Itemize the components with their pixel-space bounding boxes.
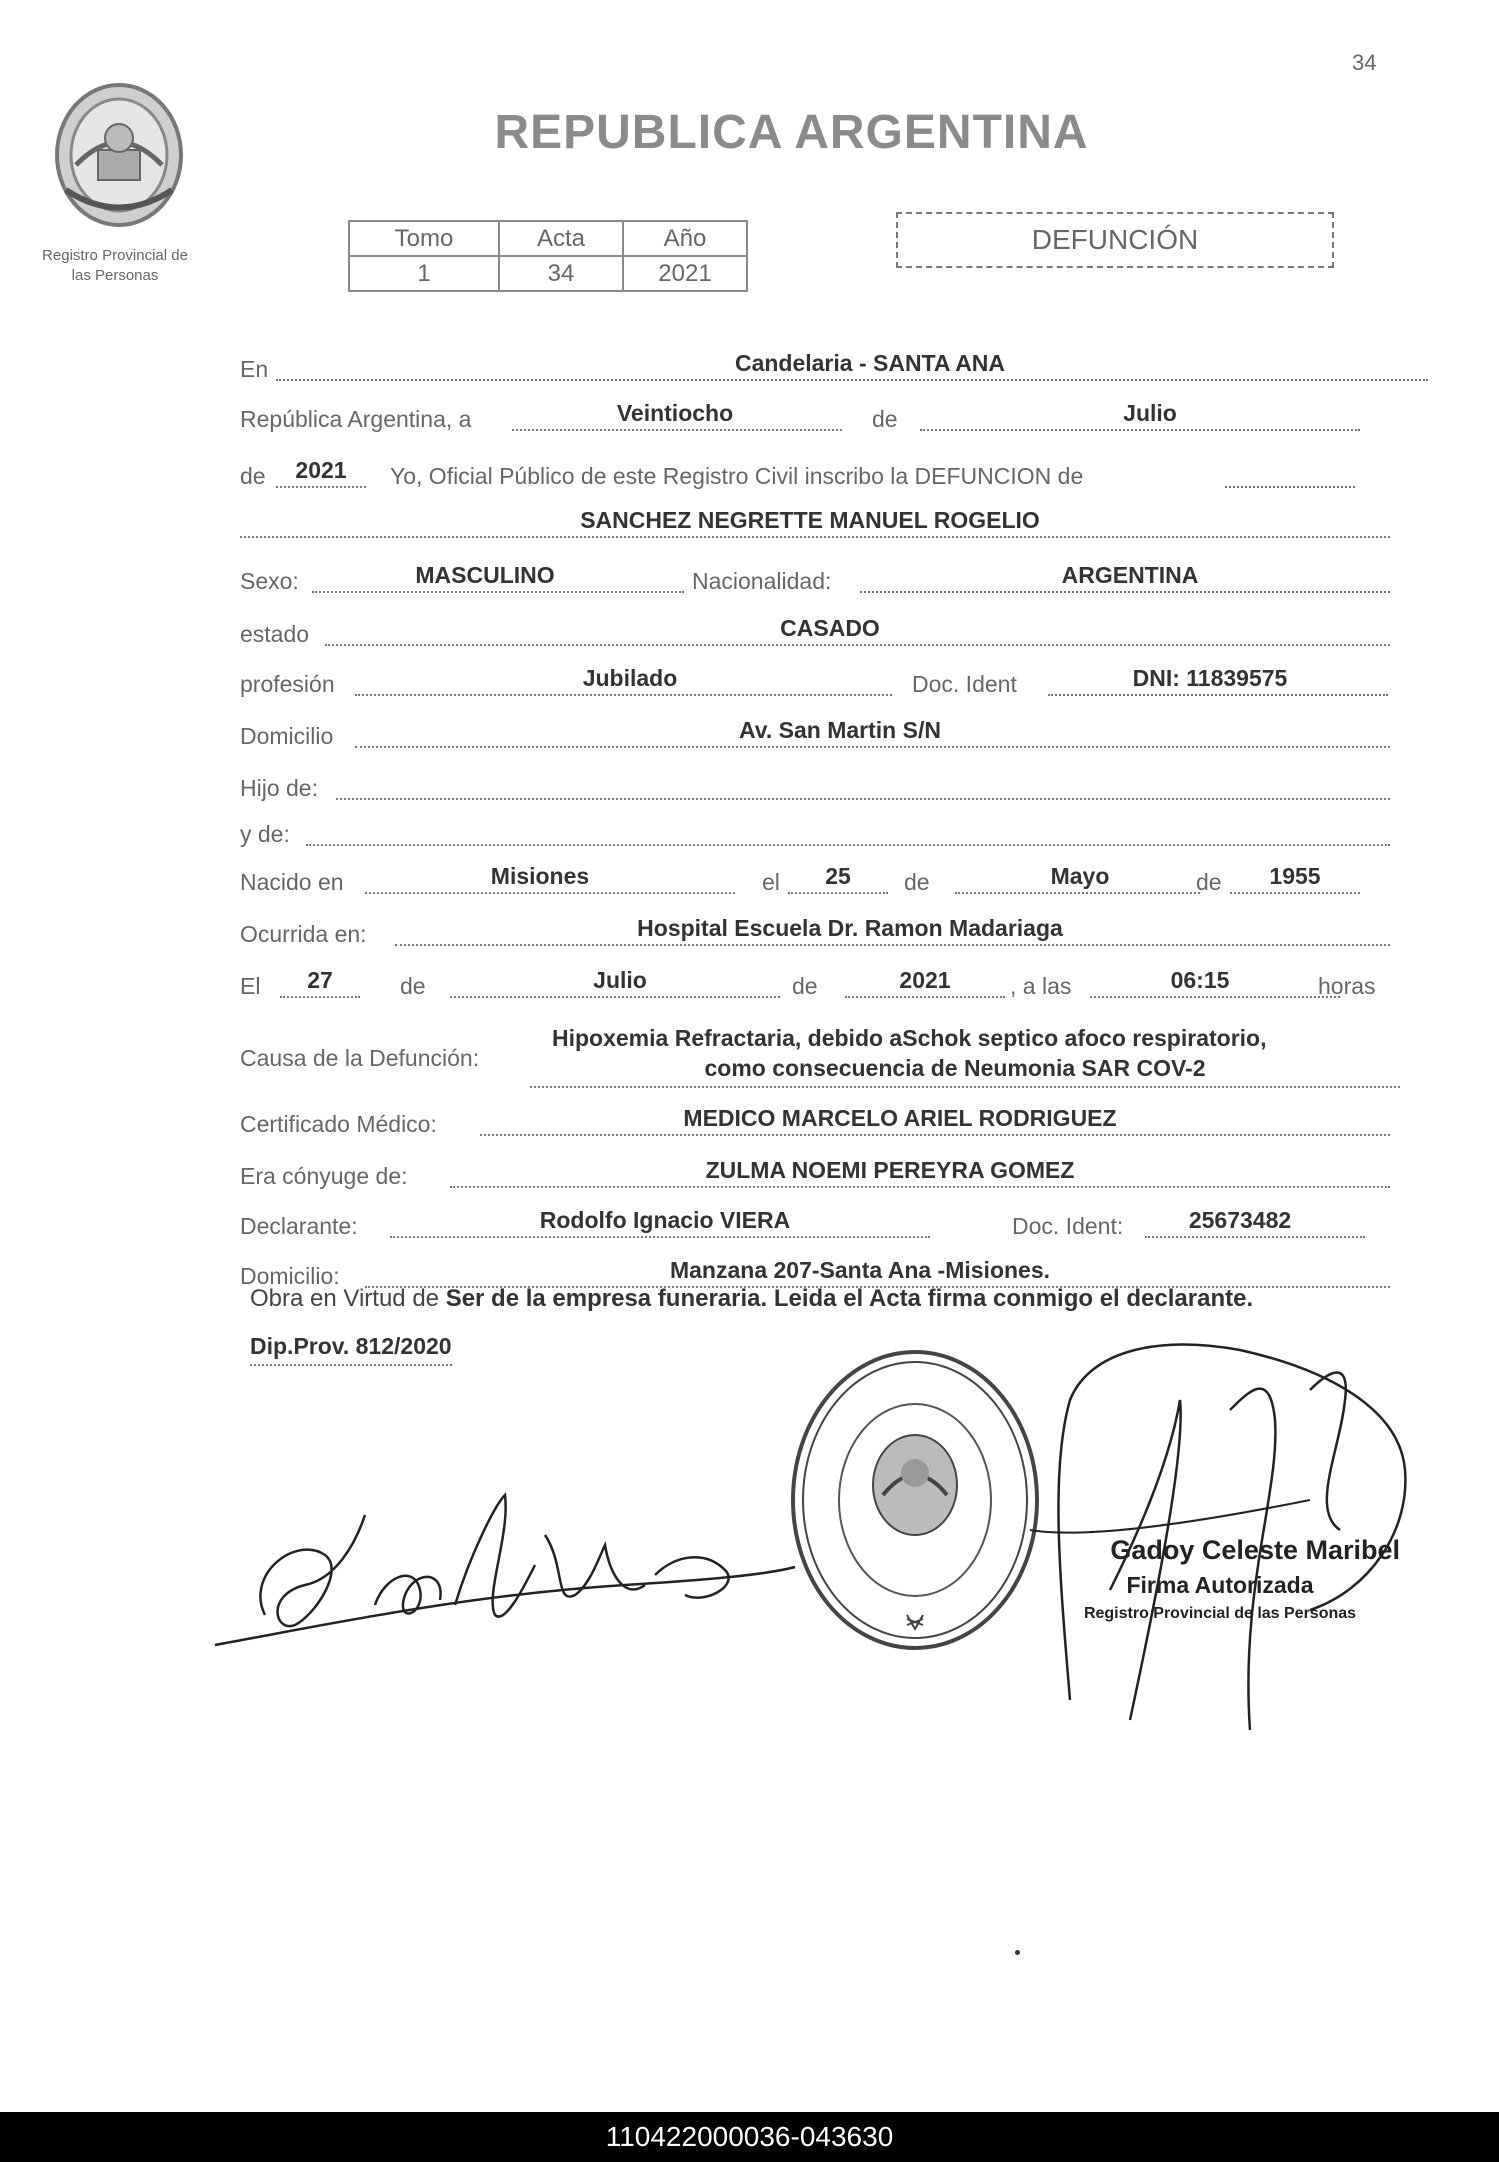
dotted-line [920,429,1360,431]
nacionalidad-label: Nacionalidad: [692,568,832,594]
def-de2: de [792,973,818,999]
table-header-tomo: Tomo [349,221,499,256]
footer-barcode-number: 110422000036-043630 [0,2112,1499,2162]
nacido-label: Nacido en [240,869,344,895]
row-en [240,343,1400,387]
row-republica [240,393,1400,437]
el2-label: El [240,973,261,999]
dotted-line [336,798,1390,800]
nacionalidad-value: ARGENTINA [1061,562,1199,588]
row-conyuge [240,1150,1400,1194]
registry-label: Registro Provincial de las Personas [42,247,188,284]
dotted-line [480,1134,1390,1136]
yde-label: y de: [240,821,290,847]
row-estado [240,608,1400,652]
signatory-registry: Registro Provincial de las Personas [1083,1605,1357,1622]
nacido-mes: Mayo [1050,863,1110,889]
dotted-line [1090,996,1340,998]
table-header-anio: Año [623,221,747,256]
def-dia: 27 [307,967,333,993]
sexo-label: Sexo: [240,568,299,594]
obra-line [250,1285,1253,1313]
certificado-label: Certificado Médico: [240,1111,437,1137]
causa-line2: como consecuencia de Neumonia SAR COV-2 [704,1055,1206,1081]
row-yde [240,808,1400,852]
dotted-line [312,591,684,593]
conyuge-value: ZULMA NOEMI PEREYRA GOMEZ [705,1157,1075,1183]
row-profesion [240,658,1400,702]
domicilio-value: Av. San Martin S/N [739,717,941,743]
dotted-line [1145,1236,1365,1238]
month: Julio [1123,400,1177,426]
dotted-line [280,996,360,998]
def-anio: 2021 [899,967,951,993]
signatory-name: Gadoy Celeste Maribel [1110,1535,1400,1565]
dip-reference: Dip.Prov. 812/2020 [250,1333,452,1366]
obra-label: Obra en Virtud de [250,1285,440,1312]
nacido-de2: de [1196,869,1222,895]
day-words: Veintiocho [616,400,734,426]
dotted-line [1048,694,1388,696]
def-mes: Julio [593,967,647,993]
declarante-label: Declarante: [240,1213,358,1239]
declarante-value: Rodolfo Ignacio VIERA [539,1207,791,1233]
table-value-acta: 34 [499,256,623,291]
dotted-line [390,1236,930,1238]
year: 2021 [295,457,347,483]
official-text: Yo, Oficial Público de este Registro Civil inscribo la DEFUNCION de [390,463,1084,489]
row-fecha-defuncion [240,960,1400,1004]
dotted-line [276,486,366,488]
dotted-line [355,694,892,696]
nacido-dia: 25 [825,863,851,889]
en-label: En [240,356,269,382]
table-value-anio: 2021 [623,256,747,291]
dotted-line [788,892,888,894]
doc2-label: Doc. Ident: [1012,1213,1124,1239]
dotted-line [530,1086,1400,1088]
alas-label: , a las [1010,973,1072,999]
row-declarante [240,1200,1400,1244]
row-certificado [240,1098,1400,1142]
dot-mark [1015,1950,1020,1955]
page-title: REPUBLICA ARGENTINA [494,106,1089,159]
dotted-line [1230,892,1360,894]
table-header-acta: Acta [499,221,623,256]
page-number: 34 [1352,50,1377,75]
horas-label: horas [1318,973,1376,999]
dotted-line [365,892,735,894]
causa-label: Causa de la Defunción: [240,1045,480,1071]
hora: 06:15 [1170,967,1230,993]
en-value: Candelaria - SANTA ANA [734,350,1006,376]
row-year [240,450,1400,494]
nacido-anio: 1955 [1269,863,1321,889]
nacido-lugar: Misiones [490,863,590,889]
estado-label: estado [240,621,310,647]
dotted-line [240,536,1390,538]
row-causa [240,1022,1400,1082]
domicilio-label: Domicilio [240,723,334,749]
signatory-block [1040,1535,1400,1623]
dotted-line [276,379,1428,381]
declarant-signature [205,1475,805,1675]
dotted-line [450,996,780,998]
dotted-line [845,996,1005,998]
row-hijo [240,762,1400,806]
profesion-value: Jubilado [582,665,678,691]
row-ocurrida [240,908,1400,952]
hijo-label: Hijo de: [240,775,318,801]
dotted-line [395,944,1390,946]
doc-label: Doc. Ident [912,671,1017,697]
profesion-label: profesión [240,671,335,697]
obra-text: Ser de la empresa funeraria. Leida el Acta firma conmigo el declarante. [445,1285,1254,1312]
year-prefix: de [240,463,266,489]
dotted-line [512,429,842,431]
ocurrida-value: Hospital Escuela Dr. Ramon Madariaga [637,915,1063,941]
dotted-line [325,644,1390,646]
row-domicilio [240,710,1400,754]
sexo-value: MASCULINO [415,562,555,588]
dotted-line [860,591,1390,593]
dotted-line [306,844,1390,846]
def-de1: de [400,973,426,999]
de-label: de [872,406,898,432]
record-type-box: DEFUNCIÓN [896,212,1334,268]
domicilio2-label: Domicilio: [240,1263,340,1289]
doc2-value: 25673482 [1188,1207,1292,1233]
row-name [240,500,1400,544]
official-stamp [785,1345,1045,1655]
row-sexo [240,555,1400,599]
signatory-role: Firma Autorizada [1126,1572,1314,1598]
conyuge-label: Era cónyuge de: [240,1163,408,1189]
dotted-line [1225,486,1355,488]
dotted-line [450,1186,1390,1188]
republica-label: República Argentina, a [240,406,472,432]
domicilio2-value: Manzana 207-Santa Ana -Misiones. [669,1257,1051,1283]
estado-value: CASADO [780,615,880,641]
table-value-tomo: 1 [349,256,499,291]
certificado-value: MEDICO MARCELO ARIEL RODRIGUEZ [683,1105,1117,1131]
doc-value: DNI: 11839575 [1132,665,1288,691]
dotted-line [955,892,1200,894]
row-nacido [240,856,1400,900]
causa-line1: Hipoxemia Refractaria, debido aSchok septico afoco respiratorio, [552,1025,1267,1051]
full-name: SANCHEZ NEGRETTE MANUEL ROGELIO [580,507,1040,533]
dotted-line [355,746,1390,748]
el-label: el [762,869,780,895]
ocurrida-label: Ocurrida en: [240,921,367,947]
nacido-de1: de [904,869,930,895]
record-table [348,220,748,292]
